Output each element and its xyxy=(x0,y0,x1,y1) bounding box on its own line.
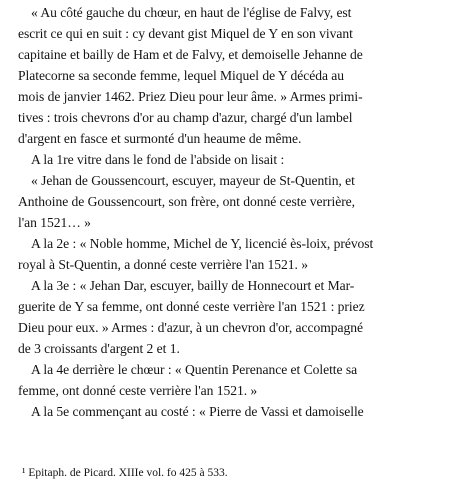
text-line: A la 1re vitre dans le fond de l'abside on lisait : xyxy=(31,152,285,167)
text-line: A la 4e derrière le chœur : « Quentin Perenance et Colette sa xyxy=(31,362,358,377)
text-line: d'argent en fasce et surmonté d'un heaume de même. xyxy=(18,131,302,146)
text-line: mois de janvier 1462. Priez Dieu pour leur âme. » Armes primi- xyxy=(18,89,363,104)
text-line: escrit ce qui en suit : cy devant gist Miquel de Y en son vivant xyxy=(18,26,353,41)
text-line: royal à St-Quentin, a donné ceste verrière l'an 1521. » xyxy=(18,257,308,272)
text-line: A la 3e : « Jehan Dar, escuyer, bailly de Honnecourt et Mar- xyxy=(31,278,355,293)
text-line: femme, ont donné ceste verrière l'an 1521. » xyxy=(18,383,258,398)
text-line: « Au côté gauche du chœur, en haut de l'église de Falvy, est xyxy=(31,5,352,20)
text-line: A la 2e : « Noble homme, Michel de Y, licencié ès-loix, prévost xyxy=(31,236,374,251)
text-line: Anthoine de Goussencourt, son frère, ont donné ceste verrière, xyxy=(18,194,356,209)
text-line: Dieu pour eux. » Armes : d'azur, à un chevron d'or, accompagné xyxy=(18,320,363,335)
text-line: A la 5e commençant au costé : « Pierre de Vassi et damoiselle xyxy=(31,404,364,419)
text-line: l'an 1521… » xyxy=(18,215,91,230)
text-line: de 3 croissants d'argent 2 et 1. xyxy=(18,341,180,356)
text-line: guerite de Y sa femme, ont donné ceste verrière l'an 1521 : priez xyxy=(18,299,365,314)
text-line: Platecorne sa seconde femme, lequel Miquel de Y décéda au xyxy=(18,68,345,83)
footnote: ¹ Epitaph. de Picard. XIIIe vol. fo 425 à 533. xyxy=(22,467,228,479)
text-line: tives : trois chevrons d'or au champ d'azur, chargé d'un lambel xyxy=(18,110,353,125)
text-line: « Jehan de Goussencourt, escuyer, mayeur de St-Quentin, et xyxy=(31,173,355,188)
text-line: capitaine et bailly de Ham et de Falvy, et demoiselle Jehanne de xyxy=(18,47,363,62)
